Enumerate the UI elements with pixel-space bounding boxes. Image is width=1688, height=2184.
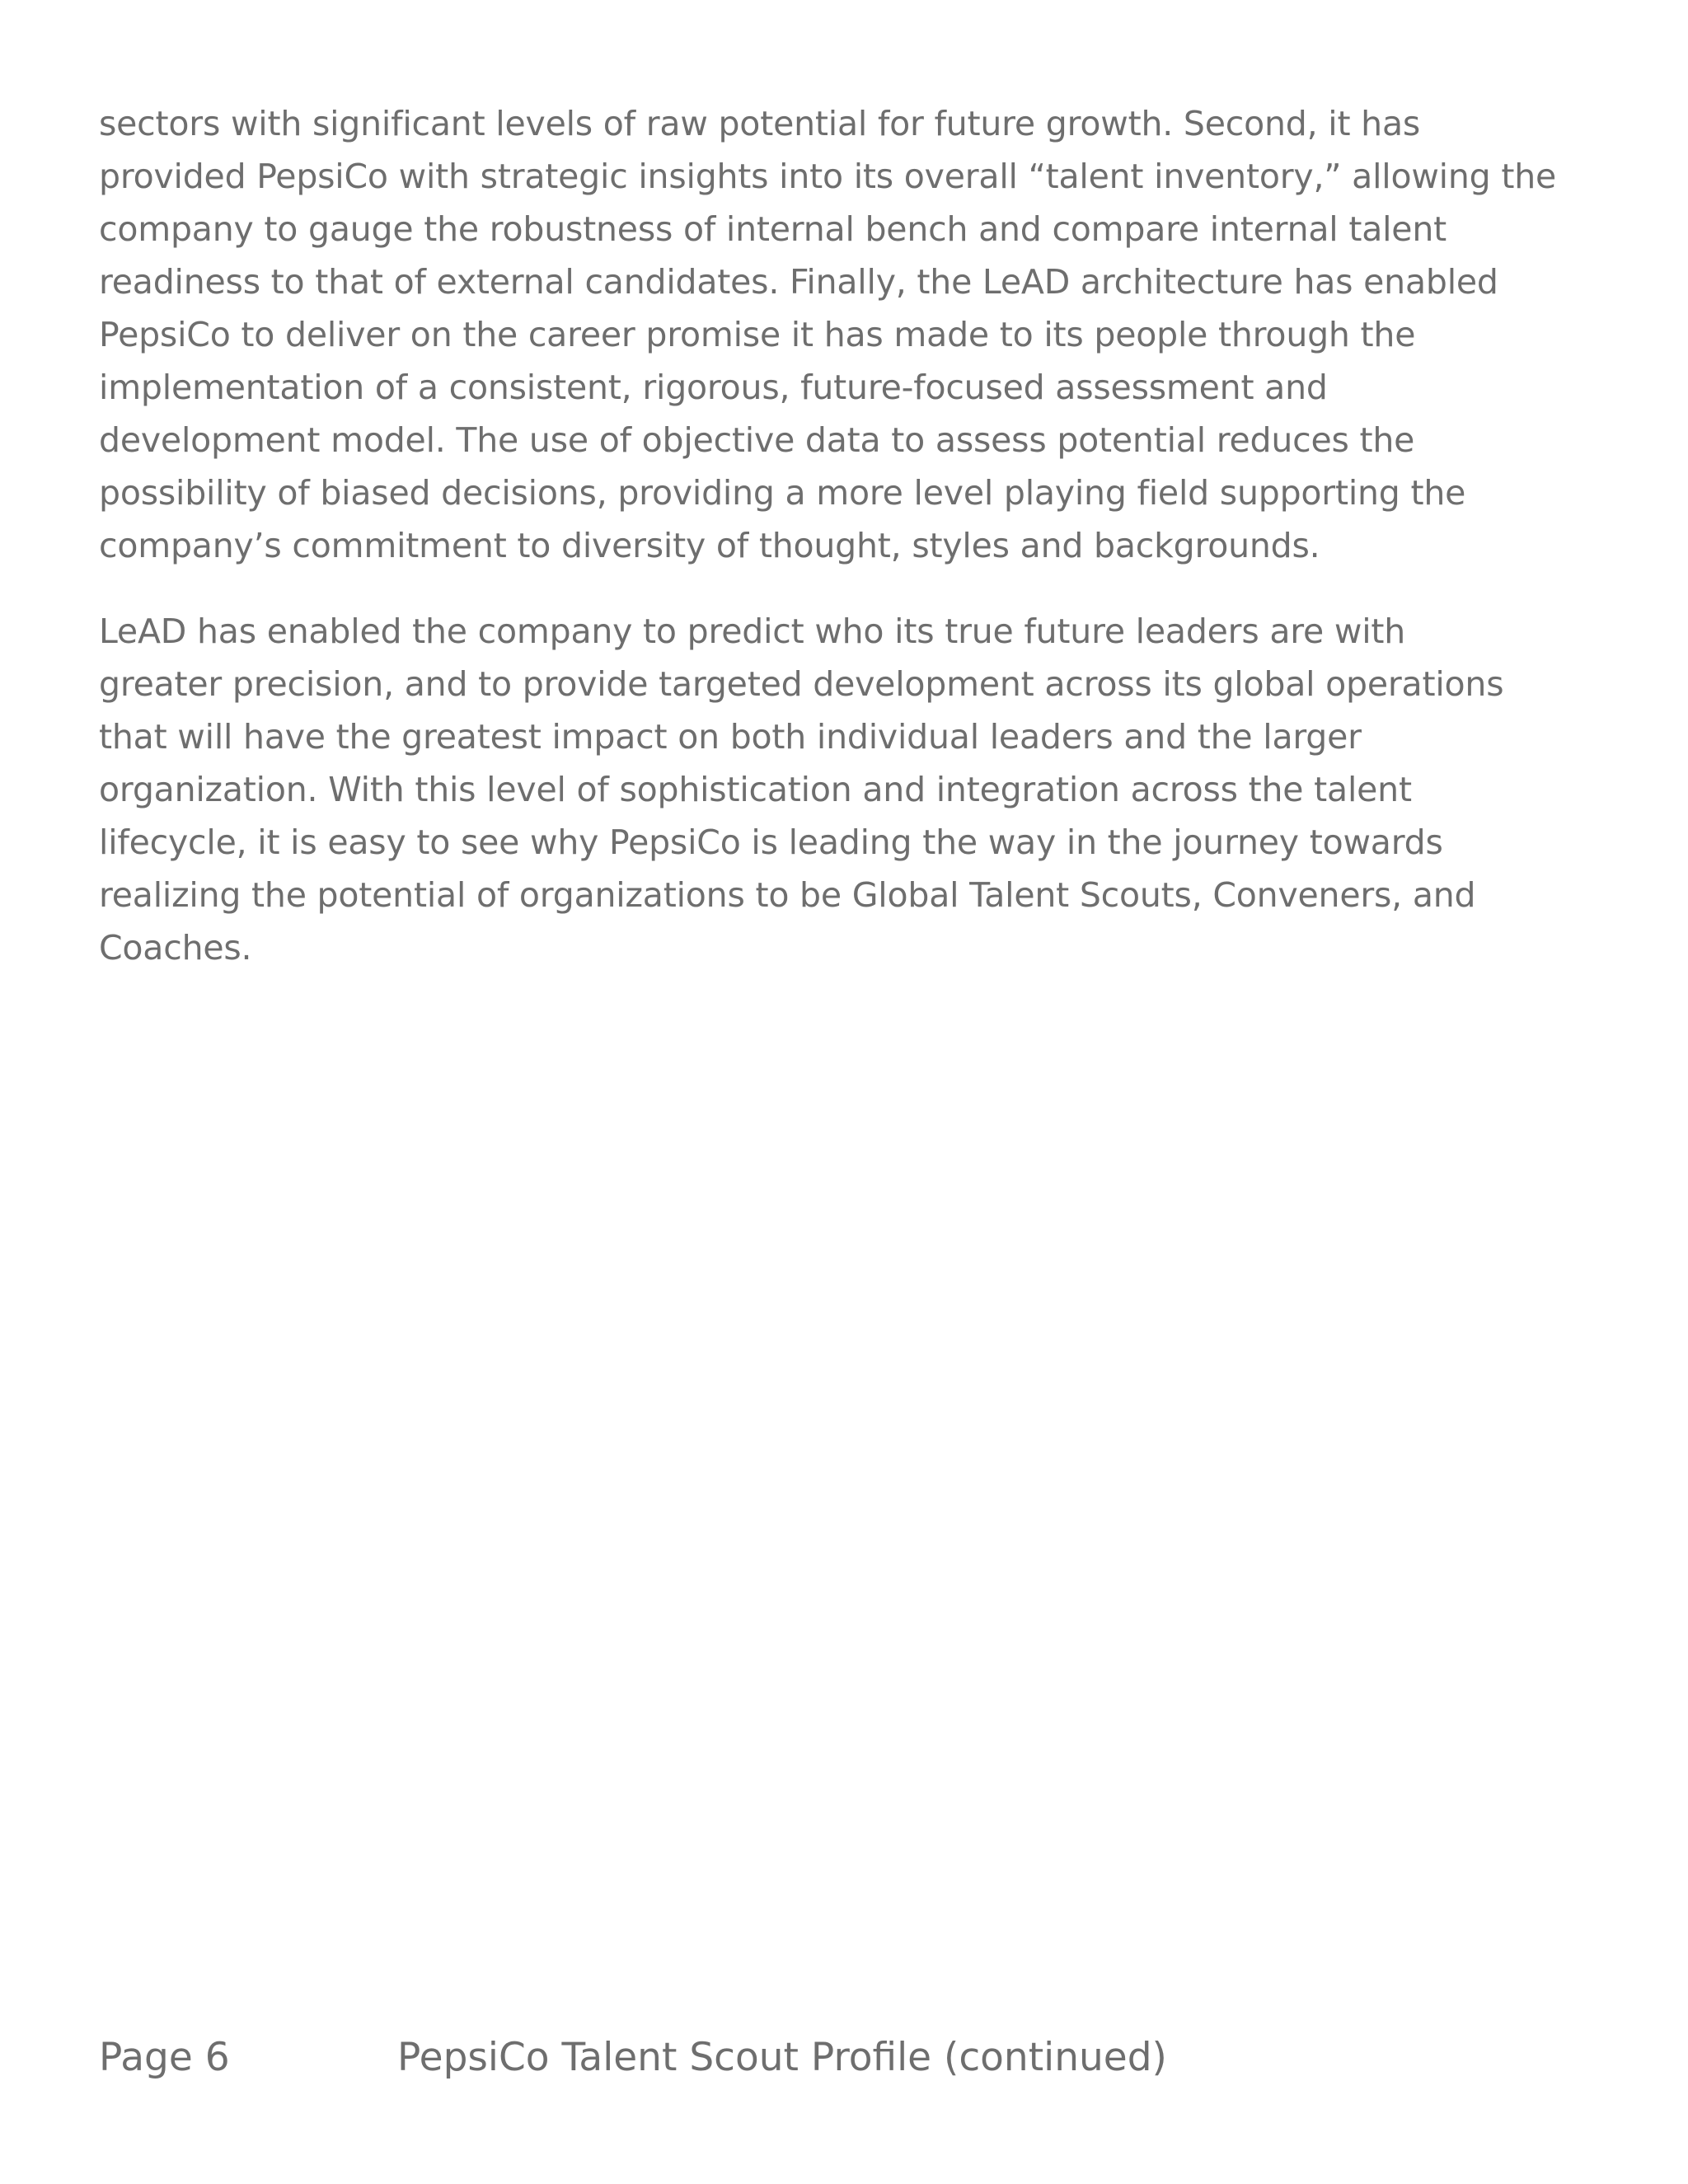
text-line: company to gauge the robustness of internal bench and compare internal talent <box>99 209 1447 249</box>
text-line: that will have the greatest impact on both individual leaders and the larger <box>99 717 1362 757</box>
text-line: implementation of a consistent, rigorous, future-focused assessment and <box>99 368 1328 407</box>
document-body <box>99 97 1599 1007</box>
text-line: PepsiCo to deliver on the career promise it has made to its people through the <box>99 315 1416 354</box>
page-number: Page 6 <box>99 2035 230 2080</box>
paragraph-1 <box>99 97 1599 572</box>
text-line: LeAD has enabled the company to predict who its true future leaders are with <box>99 612 1406 651</box>
text-line: realizing the potential of organizations to be Global Talent Scouts, Conveners, and <box>99 875 1476 915</box>
text-line: organization. With this level of sophistication and integration across the talent <box>99 770 1412 809</box>
text-line: company’s commitment to diversity of thought, styles and backgrounds. <box>99 526 1320 565</box>
page-footer <box>99 2029 1599 2087</box>
text-line: sectors with significant levels of raw potential for future growth. Second, it has <box>99 104 1421 143</box>
text-line: greater precision, and to provide targeted development across its global operations <box>99 664 1504 704</box>
text-line: Coaches. <box>99 928 252 968</box>
text-line: possibility of biased decisions, providing a more level playing field supporting the <box>99 473 1466 513</box>
footer-title: PepsiCo Talent Scout Profile (continued) <box>397 2035 1167 2080</box>
text-line: readiness to that of external candidates. Finally, the LeAD architecture has enabled <box>99 262 1498 302</box>
text-line: development model. The use of objective data to assess potential reduces the <box>99 420 1415 460</box>
text-line: provided PepsiCo with strategic insights into its overall “talent inventory,” allowing the <box>99 157 1557 196</box>
paragraph-2 <box>99 605 1599 974</box>
text-line: lifecycle, it is easy to see why PepsiCo is leading the way in the journey towards <box>99 823 1443 862</box>
